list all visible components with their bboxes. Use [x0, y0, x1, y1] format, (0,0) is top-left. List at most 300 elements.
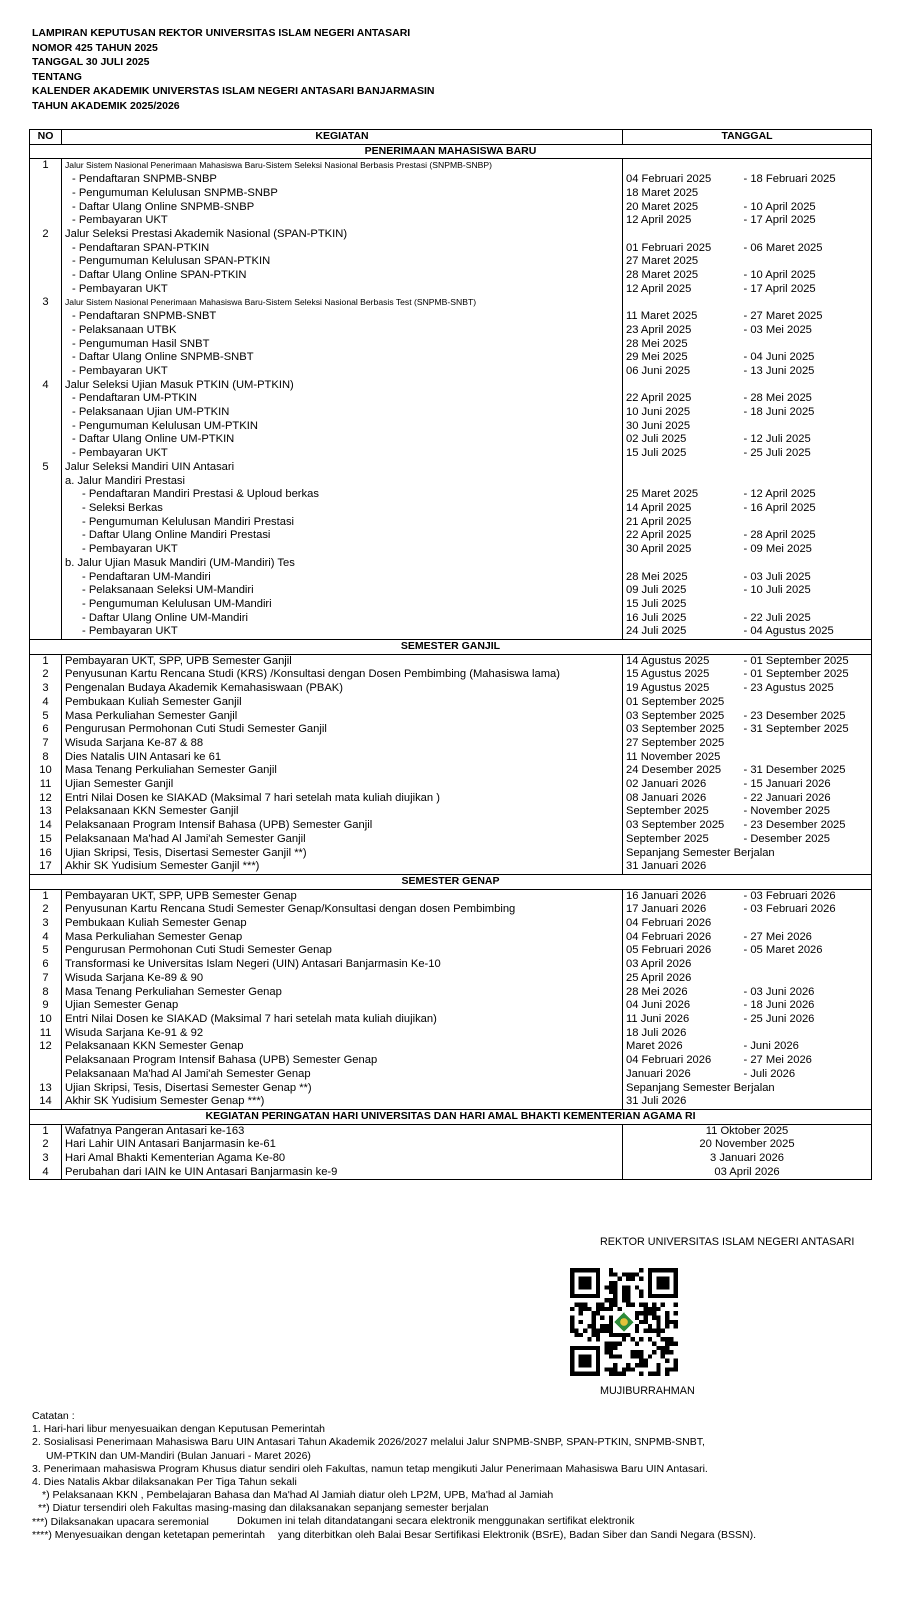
start-date-cell [623, 475, 741, 489]
activity-cell: - Pelaksanaan Ujian UM-PTKIN [62, 406, 623, 420]
row-number [30, 392, 62, 406]
row-number [30, 1054, 62, 1068]
end-date-cell: - 23 Desember 2025 [741, 710, 872, 724]
section-header-row [30, 144, 872, 159]
row-number [30, 269, 62, 283]
start-date-cell: 29 Mei 2025 [626, 351, 688, 364]
header-line-4: TENTANG [32, 70, 82, 83]
row-number: 1 [30, 1124, 62, 1138]
start-date-cell: 23 April 2025 [626, 323, 692, 336]
section-header-row [30, 640, 872, 655]
end-date-cell [741, 598, 872, 612]
header-line-1: LAMPIRAN KEPUTUSAN REKTOR UNIVERSITAS ISLAM NEGERI ANTASARI [32, 27, 411, 39]
start-date-cell: 30 Juni 2025 [626, 419, 691, 432]
table-row [30, 1138, 872, 1152]
row-number [30, 283, 62, 297]
row-number: 1 [30, 654, 62, 668]
start-date-cell: Maret 2026 [626, 1040, 683, 1053]
start-date-cell: 27 September 2025 [626, 736, 725, 749]
row-number: 4 [30, 1166, 62, 1180]
table-row [30, 283, 872, 297]
row-number [30, 571, 62, 585]
date-cell: 03 April 2026 [623, 1166, 872, 1180]
start-date-cell: 24 Juli 2025 [623, 625, 741, 639]
row-number: 5 [30, 710, 62, 724]
table-row [30, 447, 872, 461]
row-number: 9 [30, 999, 62, 1013]
activity-cell: - Daftar Ulang Online SPAN-PTKIN [62, 269, 623, 283]
start-date-cell: 28 Mei 2025 [626, 337, 688, 350]
table-row [30, 710, 872, 724]
section-title: SEMESTER GENAP [30, 874, 872, 889]
activity-cell: Pelaksanaan Program Intensif Bahasa (UPB) Semester Ganjil [62, 819, 623, 833]
row-number: 3 [30, 682, 62, 696]
table-row [30, 737, 872, 751]
table-row [30, 187, 872, 201]
end-date-cell: - 27 Mei 2026 [741, 931, 872, 945]
end-date-cell [741, 296, 872, 310]
start-date-cell: 25 Maret 2025 [626, 488, 699, 501]
table-row [30, 847, 872, 861]
activity-cell: - Daftar Ulang Online UM-Mandiri [62, 612, 623, 626]
activity-cell: Pengurusan Permohonan Cuti Studi Semester Ganjil [62, 723, 623, 737]
row-number: 3 [30, 1152, 62, 1166]
start-date-cell: 31 Juli 2026 [623, 1095, 741, 1109]
activity-cell: Ujian Semester Ganjil [62, 778, 623, 792]
table-row [30, 269, 872, 283]
activity-cell: Entri Nilai Dosen ke SIAKAD (Maksimal 7 hari setelah mata kuliah diujikan ) [62, 792, 623, 806]
start-date-cell: 16 Januari 2026 [626, 889, 707, 902]
start-date-cell: September 2025 [626, 832, 709, 845]
table-row [30, 571, 872, 585]
start-date-cell: 06 Juni 2025 [626, 364, 691, 377]
end-date-cell [741, 557, 872, 571]
end-date-cell: - 28 April 2025 [741, 529, 872, 543]
row-number: 16 [30, 847, 62, 861]
end-date-cell: - 03 Mei 2025 [741, 324, 872, 338]
end-date-cell [741, 461, 872, 475]
table-row [30, 365, 872, 379]
activity-cell: - Pendaftaran SPAN-PTKIN [62, 242, 623, 256]
row-number [30, 242, 62, 256]
row-number [30, 338, 62, 352]
activity-cell: - Pembayaran UKT [62, 283, 623, 297]
end-date-cell: - 01 September 2025 [741, 654, 872, 668]
start-date-cell: 11 Juni 2026 [626, 1013, 690, 1025]
table-row [30, 944, 872, 958]
table-row [30, 778, 872, 792]
table-row [30, 903, 872, 917]
row-number: 7 [30, 737, 62, 751]
activity-cell: Pelaksanaan Program Intensif Bahasa (UPB) Semester Genap [62, 1054, 623, 1068]
activity-cell: Penyusunan Kartu Rencana Studi (KRS) /Konsultasi dengan Dosen Pembimbing (Mahasiswa lama) [62, 668, 623, 682]
row-number [30, 324, 62, 338]
row-number: 6 [30, 958, 62, 972]
start-date-cell: 18 Juli 2026 [626, 1026, 687, 1039]
table-row [30, 201, 872, 215]
row-number [30, 475, 62, 489]
table-row [30, 805, 872, 819]
table-row [30, 819, 872, 833]
activity-cell: Ujian Semester Genap [62, 999, 623, 1013]
table-row [30, 889, 872, 903]
table-row [30, 931, 872, 945]
activity-cell: Jalur Sistem Nasional Penerimaan Mahasiswa Baru-Sistem Seleksi Nasional Berbasis Prestasi (SNPMB-SNBP) [62, 159, 623, 173]
table-row [30, 1068, 872, 1082]
table-row [30, 1027, 872, 1041]
end-date-cell: - 03 Juni 2026 [741, 986, 872, 1000]
table-row [30, 379, 872, 393]
start-date-cell: 08 Januari 2026 [626, 791, 707, 804]
table-row [30, 723, 872, 737]
end-date-cell [741, 228, 872, 242]
table-row [30, 324, 872, 338]
footnote-4: ****) Menyesuaikan dengan ketetapan pemerintah [32, 1528, 265, 1541]
table-row [30, 792, 872, 806]
row-number: 3 [30, 917, 62, 931]
start-date-cell: 01 September 2025 [626, 695, 725, 708]
activity-cell: Jalur Seleksi Prestasi Akademik Nasional (SPAN-PTKIN) [62, 228, 623, 242]
table-row [30, 296, 872, 310]
start-date-cell: 17 Januari 2026 [626, 903, 707, 916]
end-date-cell: - 01 September 2025 [741, 668, 872, 682]
table-row [30, 420, 872, 434]
section-title: SEMESTER GANJIL [30, 640, 872, 655]
row-number [30, 557, 62, 571]
end-date-cell [741, 338, 872, 352]
qr-code-icon [570, 1268, 678, 1376]
activity-cell: Perubahan dari IAIN ke UIN Antasari Banjarmasin ke-9 [62, 1166, 623, 1180]
table-row [30, 502, 872, 516]
start-date-cell: 15 Juli 2025 [626, 447, 687, 460]
activity-cell: - Pendaftaran SNPMB-SNBT [62, 310, 623, 324]
start-date-cell: 25 April 2026 [626, 971, 692, 984]
end-date-cell: - 04 Juni 2025 [741, 351, 872, 365]
table-row [30, 1054, 872, 1068]
notes-section [32, 1410, 756, 1542]
start-date-cell: 10 Juni 2025 [626, 406, 691, 419]
start-date-cell [623, 379, 741, 393]
start-date-cell: 03 September 2025 [626, 819, 725, 832]
row-number: 2 [30, 228, 62, 242]
start-date-cell: 12 April 2025 [626, 282, 692, 295]
table-row [30, 668, 872, 682]
end-date-cell: - 27 Mei 2026 [741, 1054, 872, 1068]
end-date-cell: - 05 Maret 2026 [741, 944, 872, 958]
start-date-cell: 24 Desember 2025 [626, 764, 722, 777]
row-number: 12 [30, 792, 62, 806]
activity-cell: - Pengumuman Hasil SNBT [62, 338, 623, 352]
table-row [30, 1082, 872, 1096]
start-date-cell [623, 557, 741, 571]
table-row [30, 406, 872, 420]
table-row [30, 682, 872, 696]
e-signature-notice-2: yang diterbitkan oleh Balai Besar Sertifikasi Elektronik (BSrE), Badan Siber dan Sandi Negara (BSSN). [278, 1529, 756, 1541]
section-title: KEGIATAN PERINGATAN HARI UNIVERSITAS DAN HARI AMAL BHAKTI KEMENTERIAN AGAMA RI [30, 1109, 872, 1124]
activity-cell: - Pengumuman Kelulusan SNPMB-SNBP [62, 187, 623, 201]
activity-cell: Wisuda Sarjana Ke-89 & 90 [62, 972, 623, 986]
table-header-row [30, 130, 872, 145]
table-row [30, 255, 872, 269]
table-row [30, 584, 872, 598]
row-number: 1 [30, 159, 62, 173]
table-row [30, 1124, 872, 1138]
table-row [30, 696, 872, 710]
end-date-cell: - 04 Agustus 2025 [741, 625, 872, 639]
start-date-cell: 09 Juli 2025 [626, 584, 687, 597]
row-number [30, 516, 62, 530]
start-date-cell: Januari 2026 [626, 1067, 691, 1080]
row-number [30, 173, 62, 187]
start-date-cell: 28 Mei 2025 [626, 570, 688, 583]
end-date-cell: - 16 April 2025 [741, 502, 872, 516]
table-row [30, 228, 872, 242]
row-number [30, 543, 62, 557]
activity-cell: - Pelaksanaan Seleksi UM-Mandiri [62, 584, 623, 598]
start-date-cell [623, 296, 741, 310]
row-number: 7 [30, 972, 62, 986]
header-line-3: TANGGAL 30 JULI 2025 [32, 56, 150, 69]
row-number: 11 [30, 778, 62, 792]
activity-cell: - Daftar Ulang Online SNPMB-SNBT [62, 351, 623, 365]
end-date-cell: - November 2025 [741, 805, 872, 819]
date-cell: Sepanjang Semester Berjalan [623, 1082, 872, 1096]
date-cell: 11 Oktober 2025 [623, 1124, 872, 1138]
end-date-cell: - 10 Juli 2025 [741, 584, 872, 598]
row-number [30, 187, 62, 201]
start-date-cell: 16 Juli 2025 [626, 611, 687, 624]
activity-cell: - Daftar Ulang Online UM-PTKIN [62, 433, 623, 447]
end-date-cell [741, 475, 872, 489]
end-date-cell [741, 187, 872, 201]
end-date-cell: - 27 Maret 2025 [741, 310, 872, 324]
end-date-cell: - 18 Februari 2025 [741, 173, 872, 187]
footnote-2: **) Diatur tersendiri oleh Fakultas masing-masing dan dilaksanakan sepanjang semester berjalan [38, 1502, 489, 1515]
row-number [30, 433, 62, 447]
note-2-continued: UM-PTKIN dan UM-Mandiri (Bulan Januari - Maret 2026) [46, 1449, 311, 1462]
activity-cell: Wafatnya Pangeran Antasari ke-163 [62, 1124, 623, 1138]
end-date-cell [741, 159, 872, 173]
row-number [30, 529, 62, 543]
table-row [30, 475, 872, 489]
end-date-cell: - 31 Desember 2025 [741, 764, 872, 778]
start-date-cell: 28 Maret 2025 [626, 269, 699, 282]
start-date-cell: 11 Maret 2025 [626, 310, 698, 323]
start-date-cell: 14 April 2025 [626, 501, 692, 514]
activity-cell: Akhir SK Yudisium Semester Genap ***) [62, 1095, 623, 1109]
table-row [30, 999, 872, 1013]
end-date-cell [741, 420, 872, 434]
start-date-cell: 03 September 2025 [626, 709, 725, 722]
signer-name: MUJIBURRAHMAN [600, 1385, 695, 1397]
end-date-cell [741, 1095, 872, 1109]
row-number [30, 625, 62, 639]
activity-cell: Pembukaan Kuliah Semester Ganjil [62, 696, 623, 710]
activity-cell: - Daftar Ulang Online SNPMB-SNBP [62, 201, 623, 215]
table-row [30, 338, 872, 352]
table-row [30, 1013, 872, 1027]
end-date-cell: - 03 Februari 2026 [741, 903, 872, 917]
end-date-cell: - 25 Juli 2025 [741, 447, 872, 461]
table-body [30, 144, 872, 1180]
end-date-cell: - 12 Juli 2025 [741, 433, 872, 447]
start-date-cell: 11 November 2025 [626, 750, 721, 763]
start-date-cell [623, 461, 741, 475]
activity-cell: - Pengumuman Kelulusan UM-Mandiri [62, 598, 623, 612]
start-date-cell: 04 Februari 2026 [626, 930, 712, 943]
footnote-3: ***) Dilaksanakan upacara seremonial [32, 1515, 209, 1528]
start-date-cell: 21 April 2025 [626, 515, 692, 528]
activity-cell: - Pengumuman Kelulusan UM-PTKIN [62, 420, 623, 434]
activity-cell: b. Jalur Ujian Masuk Mandiri (UM-Mandiri) Tes [62, 557, 623, 571]
table-row [30, 392, 872, 406]
start-date-cell: 03 September 2025 [626, 723, 725, 736]
signer-title: REKTOR UNIVERSITAS ISLAM NEGERI ANTASARI [600, 1236, 855, 1248]
table-row [30, 986, 872, 1000]
activity-cell: Hari Amal Bhakti Kementerian Agama Ke-80 [62, 1152, 623, 1166]
row-number [30, 420, 62, 434]
note-2: 2. Sosialisasi Penerimaan Mahasiswa Baru UIN Antasari Tahun Akademik 2026/2027 melalui Jalur SNPMB-SNBP, SPAN-PTKIN, SNPMB-SNBT, [32, 1436, 705, 1449]
end-date-cell: - 12 April 2025 [741, 488, 872, 502]
activity-cell: Penyusunan Kartu Rencana Studi Semester Genap/Konsultasi dengan dosen Pembimbing [62, 903, 623, 917]
table-row [30, 173, 872, 187]
row-number: 8 [30, 986, 62, 1000]
start-date-cell: 02 Januari 2026 [626, 778, 707, 791]
date-cell: 20 November 2025 [623, 1138, 872, 1152]
activity-cell: Jalur Seleksi Mandiri UIN Antasari [62, 461, 623, 475]
row-number: 2 [30, 668, 62, 682]
table-row [30, 833, 872, 847]
row-number: 15 [30, 833, 62, 847]
start-date-cell: 27 Maret 2025 [626, 255, 699, 268]
row-number: 11 [30, 1027, 62, 1041]
start-date-cell: 04 Februari 2025 [626, 173, 712, 186]
start-date-cell: 22 April 2025 [626, 392, 692, 405]
end-date-cell: - Desember 2025 [741, 833, 872, 847]
row-number [30, 584, 62, 598]
table-row [30, 958, 872, 972]
activity-cell: Masa Perkuliahan Semester Genap [62, 931, 623, 945]
activity-cell: - Pembayaran UKT [62, 447, 623, 461]
end-date-cell: - 22 Juli 2025 [741, 612, 872, 626]
activity-cell: a. Jalur Mandiri Prestasi [62, 475, 623, 489]
row-number [30, 598, 62, 612]
row-number [30, 488, 62, 502]
end-date-cell [741, 696, 872, 710]
row-number: 4 [30, 696, 62, 710]
activity-cell: - Seleksi Berkas [62, 502, 623, 516]
start-date-cell [623, 159, 741, 173]
table-row [30, 598, 872, 612]
end-date-cell [741, 516, 872, 530]
activity-cell: - Pembayaran UKT [62, 543, 623, 557]
column-header-no: NO [30, 130, 62, 145]
end-date-cell: - 18 Juni 2025 [741, 406, 872, 420]
table-row [30, 764, 872, 778]
row-number [30, 612, 62, 626]
row-number: 12 [30, 1040, 62, 1054]
activity-cell: Pelaksanaan Ma'had Al Jami'ah Semester Genap [62, 1068, 623, 1082]
activity-cell: Transformasi ke Universitas Islam Negeri (UIN) Antasari Banjarmasin Ke-10 [62, 958, 623, 972]
start-date-cell: 04 Februari 2026 [626, 1054, 712, 1067]
activity-cell: Jalur Sistem Nasional Penerimaan Mahasiswa Baru-Sistem Seleksi Nasional Berbasis Test (SNPMB-SNBT) [62, 296, 623, 310]
end-date-cell: - 15 Januari 2026 [741, 778, 872, 792]
note-4: 4. Dies Natalis Akbar dilaksanakan Per Tiga Tahun sekali [32, 1476, 297, 1489]
start-date-cell: 20 Maret 2025 [626, 200, 699, 213]
activity-cell: Ujian Skripsi, Tesis, Disertasi Semester Ganjil **) [62, 847, 623, 861]
activity-cell: Pengenalan Budaya Akademik Kemahasiswaan (PBAK) [62, 682, 623, 696]
row-number: 10 [30, 764, 62, 778]
activity-cell: Pembayaran UKT, SPP, UPB Semester Ganjil [62, 654, 623, 668]
table-row [30, 433, 872, 447]
table-row [30, 860, 872, 874]
end-date-cell [741, 379, 872, 393]
start-date-cell: 05 Februari 2026 [626, 944, 712, 957]
end-date-cell [741, 737, 872, 751]
table-row [30, 557, 872, 571]
row-number [30, 310, 62, 324]
start-date-cell: 15 Juli 2025 [626, 597, 687, 610]
start-date-cell: September 2025 [626, 805, 709, 818]
activity-cell: - Pendaftaran UM-PTKIN [62, 392, 623, 406]
note-1: 1. Hari-hari libur menyesuaikan dengan Keputusan Pemerintah [32, 1423, 326, 1436]
e-signature-notice-1: Dokumen ini telah ditandatangani secara elektronik menggunakan sertifikat elektronik [237, 1515, 635, 1527]
row-number [30, 365, 62, 379]
document-header [32, 26, 435, 114]
row-number: 6 [30, 723, 62, 737]
row-number [30, 406, 62, 420]
start-date-cell: 31 Januari 2026 [623, 860, 741, 874]
activity-cell: Masa Perkuliahan Semester Ganjil [62, 710, 623, 724]
end-date-cell [741, 917, 872, 931]
activity-cell: - Pendaftaran UM-Mandiri [62, 571, 623, 585]
start-date-cell: 01 Februari 2025 [626, 241, 712, 254]
activity-cell: - Pendaftaran Mandiri Prestasi & Uploud berkas [62, 488, 623, 502]
activity-cell: - Pengumuman Kelulusan SPAN-PTKIN [62, 255, 623, 269]
start-date-cell: 02 Juli 2025 [626, 433, 687, 446]
start-date-cell: 15 Agustus 2025 [626, 668, 710, 681]
table-row [30, 214, 872, 228]
activity-cell: Dies Natalis UIN Antasari ke 61 [62, 751, 623, 765]
date-cell: Sepanjang Semester Berjalan [623, 847, 872, 861]
table-row [30, 461, 872, 475]
row-number: 2 [30, 903, 62, 917]
end-date-cell: - 31 September 2025 [741, 723, 872, 737]
row-number [30, 502, 62, 516]
end-date-cell [741, 1027, 872, 1041]
start-date-cell [623, 228, 741, 242]
activity-cell: - Daftar Ulang Online Mandiri Prestasi [62, 529, 623, 543]
row-number: 1 [30, 889, 62, 903]
end-date-cell [741, 972, 872, 986]
section-header-row [30, 1109, 872, 1124]
row-number [30, 201, 62, 215]
end-date-cell: - 23 Desember 2025 [741, 819, 872, 833]
table-row [30, 529, 872, 543]
end-date-cell: - 25 Juni 2026 [741, 1013, 872, 1027]
end-date-cell: - 17 April 2025 [741, 283, 872, 297]
activity-cell: Ujian Skripsi, Tesis, Disertasi Semester Genap **) [62, 1082, 623, 1096]
end-date-cell: - 10 April 2025 [741, 201, 872, 215]
end-date-cell: - 09 Mei 2025 [741, 543, 872, 557]
row-number [30, 255, 62, 269]
row-number: 2 [30, 1138, 62, 1152]
end-date-cell [741, 255, 872, 269]
row-number [30, 351, 62, 365]
start-date-cell: 28 Mei 2026 [626, 985, 688, 998]
start-date-cell: 22 April 2025 [626, 529, 692, 542]
table-row [30, 1166, 872, 1180]
